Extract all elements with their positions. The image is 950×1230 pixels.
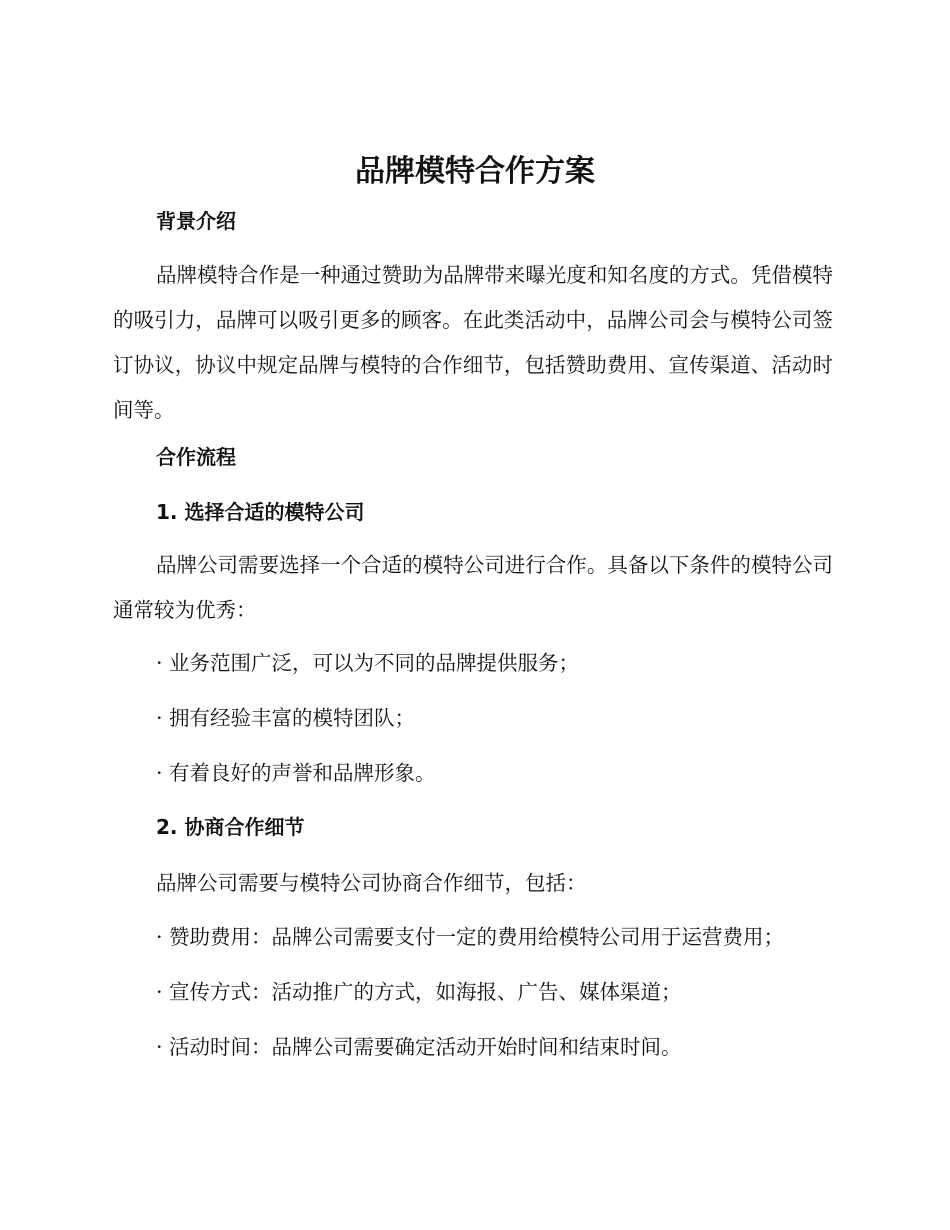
step2-list-item: · 活动时间：品牌公司需要确定活动开始时间和结束时间。 (156, 1035, 682, 1059)
document-title: 品牌模特合作方案 (355, 154, 595, 189)
step2-heading: 2. 协商合作细节 (156, 815, 305, 839)
section-heading-process: 合作流程 (156, 445, 236, 469)
step2-paragraph: 品牌公司需要与模特公司协商合作细节，包括： (156, 871, 587, 895)
step1-list-item: · 业务范围广泛，可以为不同的品牌提供服务； (156, 651, 580, 675)
step1-list-item: · 拥有经验丰富的模特团队； (156, 706, 416, 730)
section-heading-background: 背景介绍 (156, 209, 236, 233)
step2-list-item: · 宣传方式：活动推广的方式，如海报、广告、媒体渠道； (156, 980, 682, 1004)
background-paragraph: 品牌模特合作是一种通过赞助为品牌带来曝光度和知名度的方式。凭借模特的吸引力，品牌可以吸引更多的顾客。在此类活动中，品牌公司会与模特公司签订协议，协议中规定品牌与模特的合作细节，包括赞助费用、宣传渠道、活动时间等。 (113, 263, 833, 422)
step1-heading: 1. 选择合适的模特公司 (156, 500, 365, 524)
step1-paragraph: 品牌公司需要选择一个合适的模特公司进行合作。具备以下条件的模特公司通常较为优秀： (113, 553, 833, 622)
step2-list-item: · 赞助费用：品牌公司需要支付一定的费用给模特公司用于运营费用； (156, 925, 785, 949)
step1-list-item: · 有着良好的声誉和品牌形象。 (156, 761, 436, 785)
